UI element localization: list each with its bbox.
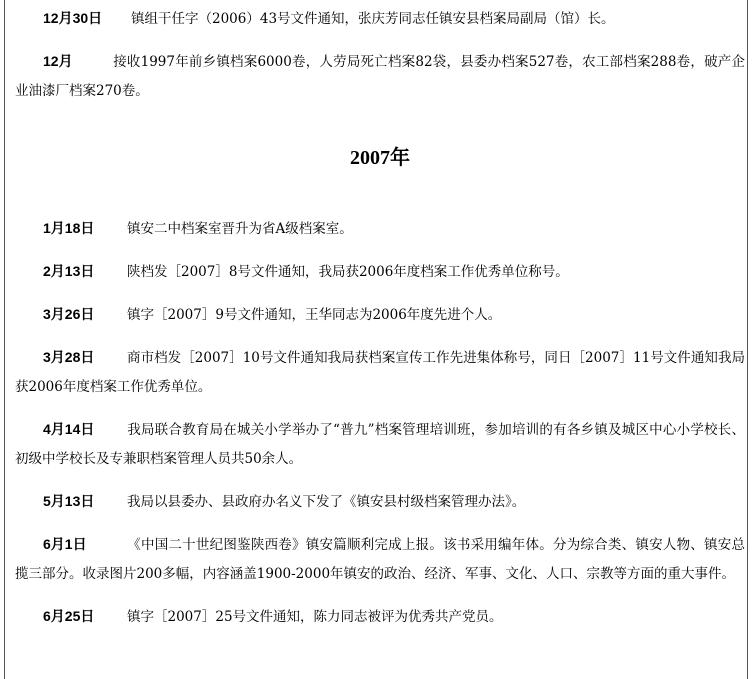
entry-date: 2月13日 bbox=[43, 263, 95, 279]
entry-text: 镇安二中档案室晋升为省A级档案室。 bbox=[127, 221, 353, 237]
entry-date: 6月1日 bbox=[43, 536, 87, 552]
chronicle-entry bbox=[15, 415, 745, 474]
chronicle-entry bbox=[15, 487, 745, 517]
entry-date: 6月25日 bbox=[43, 608, 95, 624]
entry-text: 镇字［2007］9号文件通知，王华同志为2006年度先进个人。 bbox=[127, 307, 502, 323]
entry-date: 3月26日 bbox=[43, 306, 95, 322]
entry-date: 1月18日 bbox=[43, 220, 95, 236]
entry-text: 我局联合教育局在城关小学举办了“普九”档案管理培训班，参加培训的有各乡镇及城区中心小学校长、初级中学校长及专兼职档案管理人员共50余人。 bbox=[15, 422, 745, 467]
entry-text: 镇字［2007］25号文件通知，陈力同志被评为优秀共产党员。 bbox=[127, 609, 503, 625]
chronicle-entry bbox=[15, 4, 745, 34]
entry-text: 陕档发［2007］8号文件通知，我局获2006年度档案工作优秀单位称号。 bbox=[127, 264, 569, 280]
entry-text: 《中国二十世纪图鉴陕西卷》镇安篇顺利完成上报。该书采用编年体。分为综合类、镇安人物、镇安总揽三部分。收录图片200多幅，内容涵盖1900-2000年镇安的政治、经济、军事、文化、人口、宗教等方面的重大事件。 bbox=[15, 537, 745, 582]
entry-date: 12月 bbox=[43, 53, 73, 69]
entry-text: 我局以县委办、县政府办名义下发了《镇安县村级档案管理办法》。 bbox=[127, 494, 526, 510]
chronicle-entry bbox=[15, 602, 745, 632]
entry-date: 12月30日 bbox=[43, 10, 103, 26]
entry-date: 5月13日 bbox=[43, 493, 95, 509]
document-frame bbox=[4, 0, 748, 679]
chronicle-entry bbox=[15, 257, 745, 287]
entry-text: 接收1997年前乡镇档案6000卷，人劳局死亡档案82袋，县委办档案527卷，农工部档案288卷，破产企业油漆厂档案270卷。 bbox=[15, 54, 745, 99]
year-heading: 2007年 bbox=[350, 147, 410, 169]
entry-text: 商市档发［2007］10号文件通知我局获档案宣传工作先进集体称号，同日［2007］11号文件通知我局获2006年度档案工作优秀单位。 bbox=[15, 350, 745, 395]
entry-date: 4月14日 bbox=[43, 421, 95, 437]
chronicle-entry bbox=[15, 300, 745, 330]
chronicle-entry bbox=[15, 214, 745, 244]
chronicle-entry bbox=[15, 343, 745, 402]
chronicle-entry bbox=[15, 530, 745, 589]
entry-date: 3月28日 bbox=[43, 349, 95, 365]
document-page bbox=[15, 4, 745, 645]
chronicle-entry bbox=[15, 47, 745, 106]
entry-text: 镇组干任字（2006）43号文件通知，张庆芳同志任镇安县档案局副局（馆）长。 bbox=[131, 11, 615, 27]
